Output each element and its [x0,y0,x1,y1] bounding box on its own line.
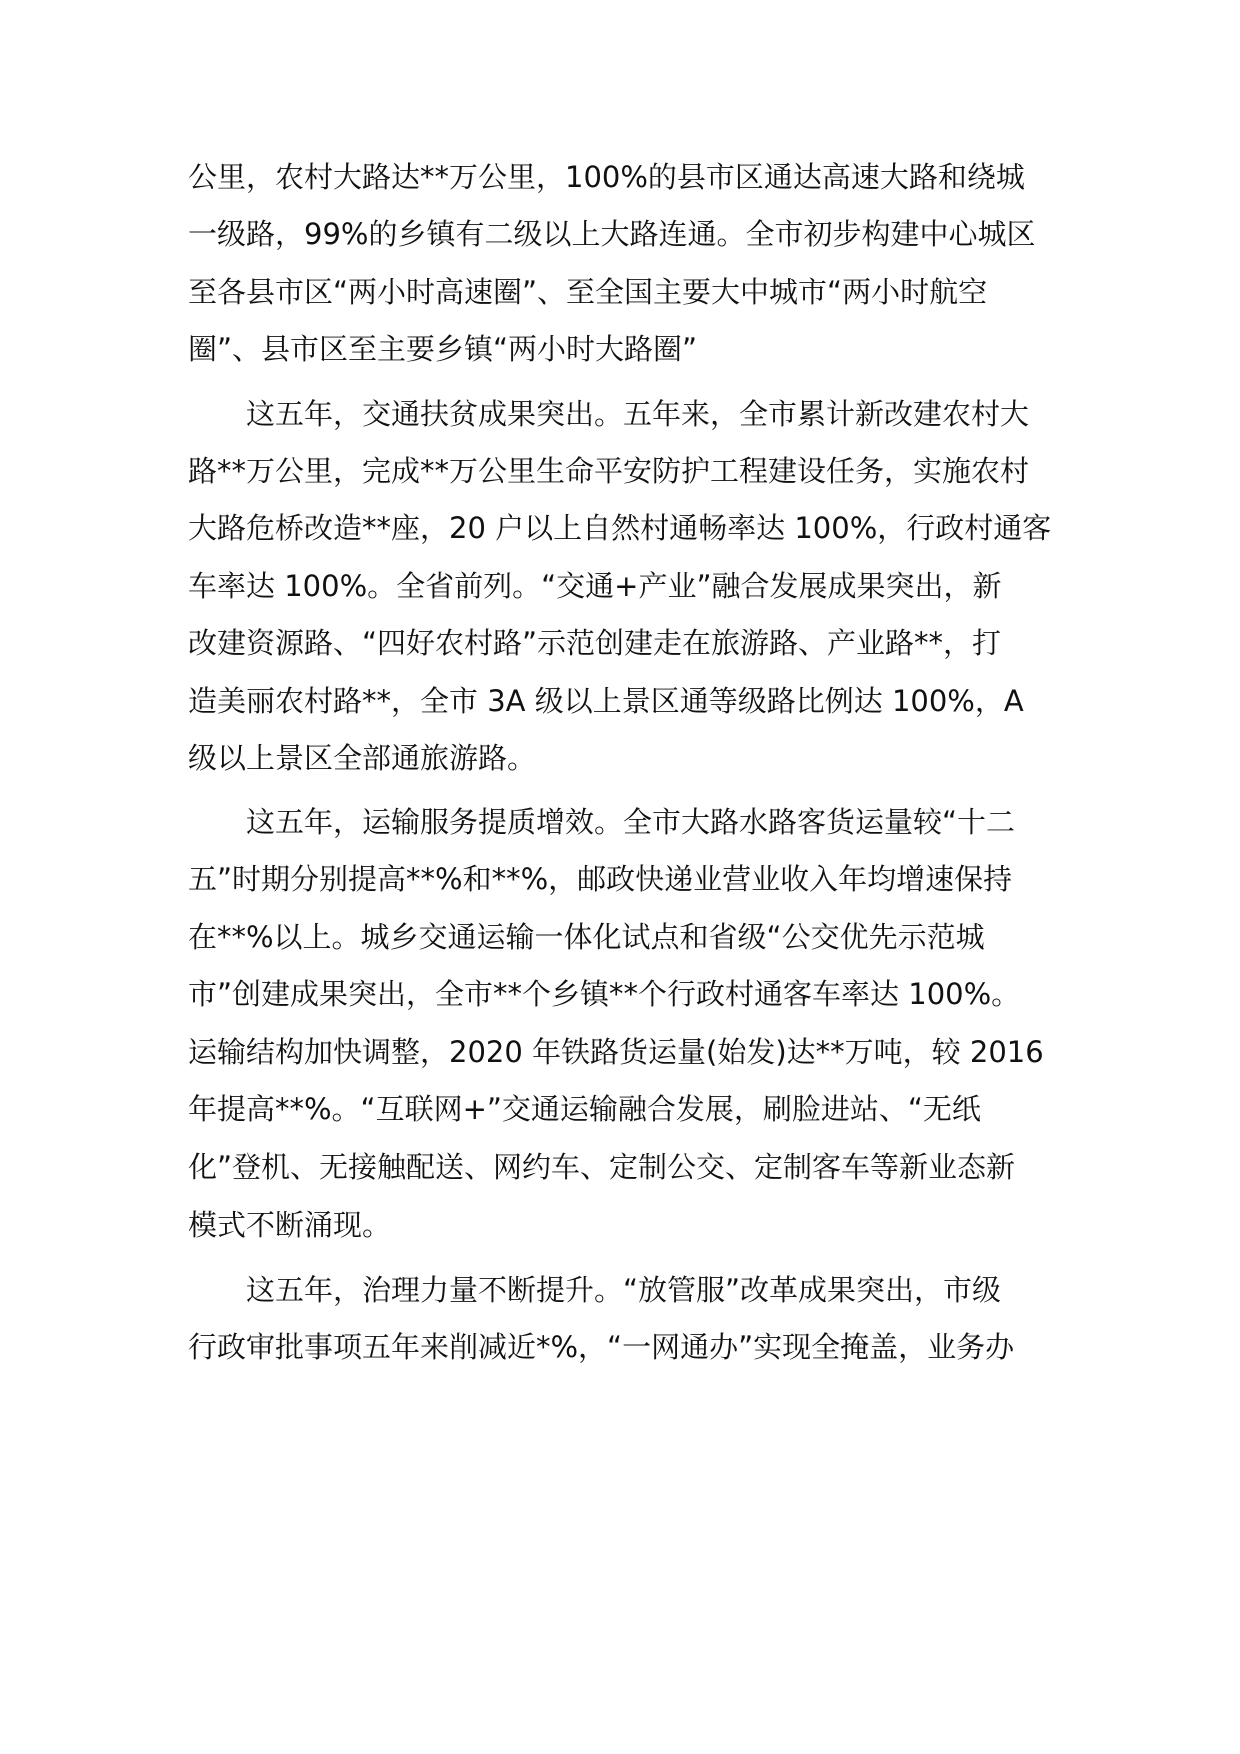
text-line: 在**%以上。城乡交通运输一体化试点和省级“公交优先示范城 [188,920,985,954]
text-line: 路**万公里，完成**万公里生命平安防护工程建设任务，实施农村 [188,454,1030,488]
text-line: 年提高**%。“互联网+”交通运输融合发展，刷脸进站、“无纸 [188,1092,981,1126]
text-line: 行政审批事项五年来削减近*%，“一网通办”实现全掩盖，业务办 [188,1330,1015,1364]
text-line: 一级路，99%的乡镇有二级以上大路连通。全市初步构建中心城区 [188,217,1036,251]
text-line: 造美丽农村路**，全市 3A 级以上景区通等级路比例达 100%，A [188,684,1024,718]
text-line: 至各县市区“两小时高速圈”、至全国主要大中城市“两小时航空 [188,275,988,309]
text-line: 模式不断涌现。 [188,1208,392,1242]
text-line: 运输结构加快调整，2020 年铁路货运量(始发)达**万吨，较 2016 [188,1035,1044,1069]
paragraph-first-line: 这五年，交通扶贫成果突出。五年来，全市累计新改建农村大 [246,397,1030,431]
paragraph-first-line: 这五年，运输服务提质增效。全市大路水路客货运量较“十二 [246,805,1016,839]
text-line: 市”创建成果突出，全市**个乡镇**个行政村通客车率达 100%。 [188,977,1021,1011]
text-line: 改建资源路、“四好农村路”示范创建走在旅游路、产业路**，打 [188,626,1002,660]
text-line: 车率达 100%。全省前列。“交通+产业”融合发展成果突出，新 [188,569,1002,603]
text-line: 圈”、县市区至主要乡镇“两小时大路圈” [188,332,698,366]
paragraph-first-line: 这五年，治理力量不断提升。“放管服”改革成果突出，市级 [246,1273,1002,1307]
text-line: 大路危桥改造**座，20 户以上自然村通畅率达 100%，行政村通客 [188,511,1052,545]
text-line: 级以上景区全部通旅游路。 [188,741,537,775]
text-line: 五”时期分别提高**%和**%，邮政快递业营业收入年均增速保持 [188,862,1013,896]
text-line: 公里，农村大路达**万公里，100%的县市区通达高速大路和绕城 [188,160,1025,194]
text-line: 化”登机、无接触配送、网约车、定制公交、定制客车等新业态新 [188,1150,1016,1184]
